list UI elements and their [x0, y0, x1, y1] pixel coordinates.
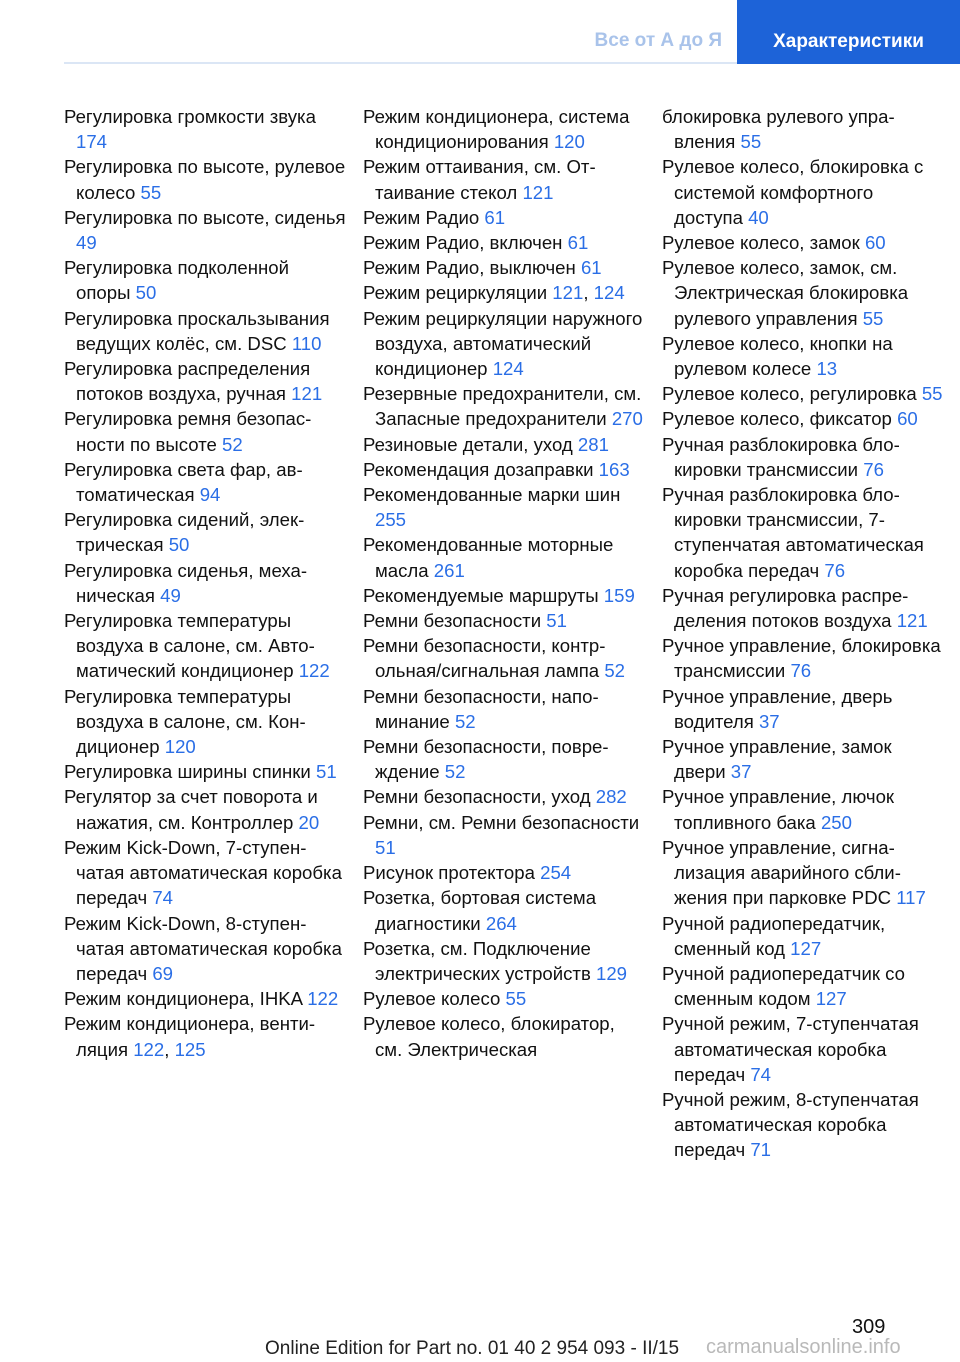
page-link[interactable]: 61: [484, 206, 506, 228]
page-link[interactable]: 255: [375, 509, 407, 531]
page-link[interactable]: 174: [76, 131, 108, 153]
index-entry-text: Рулевое колесо, блокиратор, см. Электрическая: [363, 1013, 615, 1060]
page-link[interactable]: 124: [492, 358, 524, 380]
index-entry-text: Режим рециркуляции: [363, 282, 553, 304]
index-entry-text: Режим рециркуляции наружного воздуха, автоматический кондиционер: [363, 307, 643, 380]
index-entry: [363, 381, 645, 431]
index-entry-text: Рекомендованные моторные масла: [363, 534, 614, 581]
index-entry: [363, 810, 645, 860]
index-entry-text: Ручная разблокировка блокировки трансмиссии, 7-ступенчатая автоматическая коробка передач: [662, 484, 924, 581]
page-link[interactable]: 261: [433, 559, 465, 581]
index-entry-text: Розетка, см. Подключение электрических устройств: [363, 937, 596, 984]
page-link[interactable]: 74: [152, 887, 174, 909]
index-entry-text: Ручной режим, 8-ступенчатая автоматическая коробка передач: [662, 1088, 919, 1161]
page-link[interactable]: 127: [790, 937, 822, 959]
page-link[interactable]: 61: [567, 232, 589, 254]
index-entry: [363, 255, 645, 280]
page-link[interactable]: 121: [896, 610, 928, 632]
header-section-title[interactable]: Все от А до Я: [594, 30, 722, 51]
index-entry: [662, 961, 944, 1011]
index-entry-text: Ручное управление, лючок топливного бака: [662, 786, 895, 833]
page-link[interactable]: 20: [298, 811, 320, 833]
index-entry-text: Регулировка по высоте, рулевое колесо: [64, 156, 346, 203]
index-entry-text: Режим кондиционера, вентиляция: [64, 1013, 316, 1060]
index-entry: Режим кондиционера, вентиляция 122, 125: [64, 1013, 316, 1060]
index-entry-text: Ручное управление, замок двери: [662, 736, 892, 783]
page-link[interactable]: 40: [748, 206, 769, 228]
page-link[interactable]: 13: [816, 358, 838, 380]
index-entry: [64, 684, 346, 760]
index-entry: [64, 205, 346, 255]
index-entry-text: Ручной режим, 7-ступенчатая автоматическая коробка передач: [662, 1013, 919, 1085]
index-entry-text: Ручное управление, блокировка трансмиссии: [662, 635, 941, 682]
index-entry: [662, 583, 944, 633]
page-link[interactable]: 122: [307, 988, 339, 1010]
index-entry-text: Ручное управление, дверь водителя: [662, 685, 893, 732]
index-entry: [662, 255, 944, 331]
index-entry-text: Регулировка температуры воздуха в салоне, см. Кондиционер: [64, 685, 306, 758]
index-entry: [363, 482, 645, 532]
index-entry-text: Регулятор за счет поворота и нажатия, см. Контроллер: [64, 786, 318, 833]
page-link[interactable]: 55: [921, 383, 943, 405]
page-link[interactable]: 124: [593, 282, 625, 304]
page-link[interactable]: 69: [152, 962, 174, 984]
index-entry: [662, 104, 944, 154]
page-link[interactable]: 270: [611, 408, 643, 430]
index-entry: [363, 885, 645, 935]
index-entry-text: Режим оттаивания, см. Оттаивание стекол: [363, 156, 596, 203]
index-entry: [363, 1011, 645, 1061]
page-link[interactable]: 127: [815, 988, 847, 1010]
page-link[interactable]: 122: [133, 1038, 165, 1060]
index-entry-text: Ручной радиопередатчик, сменный код: [662, 912, 886, 959]
index-entry-text: Регулировка подколенной опоры: [64, 257, 290, 304]
index-entry-text: Ремни безопасности, повреждение: [363, 736, 609, 783]
page-link[interactable]: 55: [862, 307, 884, 329]
index-entry-text: Регулировка сиденья, механическая: [64, 559, 308, 606]
page-link[interactable]: 121: [522, 181, 554, 203]
index-entry: [64, 255, 346, 305]
index-entry-text: Ремни безопасности, уход: [363, 786, 596, 808]
index-entry-text: Рулевое колесо, регулировка: [662, 383, 922, 405]
index-entry: [662, 1087, 944, 1163]
index-entry: [662, 911, 944, 961]
index-entry-text: Рулевое колесо: [363, 988, 506, 1010]
page-link[interactable]: 37: [758, 710, 780, 732]
index-entry: [64, 104, 346, 154]
index-entry: [64, 608, 346, 684]
index-entry: [64, 784, 346, 834]
index-entry: [363, 784, 645, 809]
index-entry: [363, 432, 645, 457]
page-link[interactable]: 51: [546, 610, 567, 632]
edition-note: Online Edition for Part no. 01 40 2 954 093 - II/15: [265, 1338, 680, 1359]
page-link[interactable]: 122: [298, 660, 330, 682]
index-entry-text: Рулевое колесо, замок: [662, 232, 865, 254]
page-link[interactable]: 55: [505, 988, 527, 1010]
index-entry-text: Рекомендация дозаправки: [363, 458, 599, 480]
index-entry-text: Регулировка распределения потоков воздуха, ручная: [64, 358, 311, 405]
index-entry: [64, 406, 346, 456]
index-entry-text: Рисунок протектора: [363, 862, 541, 884]
page-link[interactable]: 76: [863, 458, 884, 480]
page-link[interactable]: 250: [820, 811, 852, 833]
index-entry: [64, 558, 346, 608]
page-link[interactable]: 120: [553, 131, 585, 153]
page-link[interactable]: 71: [750, 1139, 772, 1161]
index-entry: [662, 684, 944, 734]
index-entry: [363, 532, 645, 582]
index-entry: [64, 986, 346, 1011]
index-entry-text: Режим Радио, включен: [363, 232, 568, 254]
index-entry: [662, 406, 944, 431]
page-link[interactable]: 55: [140, 181, 162, 203]
index-entry: [662, 230, 944, 255]
index-entry: [662, 633, 944, 683]
index-entry-text: Резервные предохранители, см. Запасные предохранители: [363, 383, 642, 430]
page-link[interactable]: 50: [135, 282, 157, 304]
index-entry: [662, 835, 944, 911]
page-link[interactable]: 52: [222, 433, 243, 455]
index-entry-text: Регулировка сидений, электрическая: [64, 509, 305, 556]
index-entry-text: Резиновые детали, уход: [363, 433, 578, 455]
index-entry: [363, 457, 645, 482]
index-entry: [64, 306, 346, 356]
page-link[interactable]: 163: [598, 458, 630, 480]
index-entry-text: Режим Kick-Down, 7-ступенчатая автоматическая коробка передач: [64, 836, 342, 909]
index-entry-text: Регулировка ширины спинки: [64, 761, 316, 783]
index-column-1: [64, 104, 346, 1062]
page-link[interactable]: 76: [824, 559, 846, 581]
page-link[interactable]: 254: [540, 862, 572, 884]
page-link[interactable]: 110: [291, 332, 322, 354]
page-link[interactable]: 52: [444, 761, 466, 783]
index-column-2: [363, 104, 645, 1062]
page-link[interactable]: 55: [740, 131, 762, 153]
index-entry: [662, 482, 944, 583]
page-link[interactable]: 264: [485, 912, 517, 934]
index-entry: [662, 381, 944, 406]
index-entry: [662, 154, 944, 230]
index-entry: [64, 154, 346, 204]
page-link[interactable]: 60: [864, 232, 886, 254]
index-entry-text: Регулировка проскальзывания ведущих колёс, см. DSC: [64, 307, 330, 354]
index-entry: [363, 230, 645, 255]
page-link[interactable]: 129: [596, 962, 628, 984]
page-link[interactable]: 282: [595, 786, 627, 808]
index-entry: [363, 936, 645, 986]
index-entry-text: Ручное управление, сигнализация аварийного сближения при парковке PDC: [662, 836, 901, 909]
index-entry-text: Ремни безопасности: [363, 610, 547, 632]
index-entry: [363, 583, 645, 608]
page-link[interactable]: 121: [552, 282, 584, 304]
index-entry-text: Рекомендуемые маршруты: [363, 584, 604, 606]
page-link[interactable]: 51: [315, 761, 337, 783]
index-entry: [363, 154, 645, 204]
index-entry-text: Режим кондиционера, IHKA: [64, 988, 308, 1010]
page-link[interactable]: 117: [896, 887, 926, 909]
index-entry-text: Розетка, бортовая система диагностики: [363, 887, 597, 934]
index-entry: [64, 911, 346, 987]
index-entry-text: Регулировка ремня безопасности по высоте: [64, 408, 312, 455]
index-entry: [662, 784, 944, 834]
index-entry-text: Регулировка температуры воздуха в салоне, см. Автоматический кондиционер: [64, 610, 315, 682]
page-link[interactable]: 50: [168, 534, 190, 556]
page-link[interactable]: 49: [160, 584, 181, 606]
index-entry-text: Регулировка по высоте, сиденья: [64, 206, 346, 228]
page-link[interactable]: 60: [897, 408, 918, 430]
index-entry: [64, 356, 346, 406]
index-entry-text: Режим Kick-Down, 8-ступенчатая автоматическая коробка передач: [64, 912, 342, 984]
index-entry: [662, 432, 944, 482]
index-column-3: [662, 104, 944, 1163]
index-entry: [363, 104, 645, 154]
index-entry: [363, 684, 645, 734]
page-link[interactable]: 52: [454, 710, 476, 732]
page-link[interactable]: 74: [750, 1063, 772, 1085]
page-link[interactable]: 52: [604, 660, 626, 682]
index-entry-text: блокировка рулевого управления: [662, 106, 895, 153]
index-entry: [662, 331, 944, 381]
page-link[interactable]: 125: [174, 1038, 206, 1060]
index-entry: [363, 633, 645, 683]
page-link[interactable]: 281: [577, 433, 609, 455]
page-link[interactable]: 76: [790, 660, 812, 682]
index-entry-text: Регулировка громкости звука: [64, 106, 316, 127]
index-entry: [363, 986, 645, 1011]
index-entry: [662, 734, 944, 784]
index-entry-text: Рулевое колесо, кнопки на рулевом колесе: [662, 332, 893, 380]
index-entry-text: Режим кондиционера, система кондиционирования: [363, 106, 630, 153]
page-link[interactable]: 120: [164, 736, 196, 758]
index-entry: [363, 608, 645, 633]
index-entry: [64, 457, 346, 507]
index-entry: [363, 205, 645, 230]
index-entry-text: Рулевое колесо, блокировка с системой комфортного доступа: [662, 156, 924, 228]
index-entry-text: Рулевое колесо, фиксатор: [662, 408, 898, 430]
index-entry: [64, 759, 346, 784]
index-entry-text: Режим Радио, выключен: [363, 257, 581, 279]
index-entry-text: Режим Радио: [363, 206, 485, 228]
index-entry: [363, 306, 645, 382]
index-entry-text: Ремни безопасности, контрольная/сигнальная лампа: [363, 635, 606, 682]
index-entry-text: Ремни, см. Ремни безопасности: [363, 811, 640, 833]
page-link[interactable]: 94: [199, 484, 221, 506]
index-entry-text: Ручной радиопередатчик со сменным кодом: [662, 962, 906, 1010]
index-entry-text: Рекомендованные марки шин: [363, 484, 621, 506]
page-link[interactable]: 49: [76, 232, 97, 254]
index-entry-text: Ручная регулировка распределения потоков воздуха: [662, 584, 909, 632]
page-number: 309: [852, 1316, 886, 1338]
index-entry: [662, 1011, 944, 1087]
index-entry-text: Рулевое колесо, замок, см. Электрическая блокировка рулевого управления: [662, 257, 909, 329]
index-entry: [363, 734, 645, 784]
watermark: carmanualsonline.info: [706, 1336, 901, 1358]
header-chapter-tab[interactable]: Характеристики: [737, 0, 960, 64]
index-entry: [363, 860, 645, 885]
page-link[interactable]: 121: [291, 383, 323, 405]
index-entry-text: Ремни безопасности, напоминание: [363, 685, 599, 732]
page-link[interactable]: 51: [375, 836, 396, 858]
page-link[interactable]: 159: [603, 584, 635, 606]
index-entry: Режим рециркуляции 121, 124: [363, 282, 625, 304]
index-entry: [64, 835, 346, 911]
index-entry-text: Регулировка света фар, автоматическая: [64, 458, 303, 506]
index-entry-text: Ручная разблокировка блокировки трансмиссии: [662, 433, 900, 480]
index-entry: [64, 507, 346, 557]
page-link[interactable]: 37: [730, 761, 752, 783]
page-link[interactable]: 61: [580, 257, 602, 279]
